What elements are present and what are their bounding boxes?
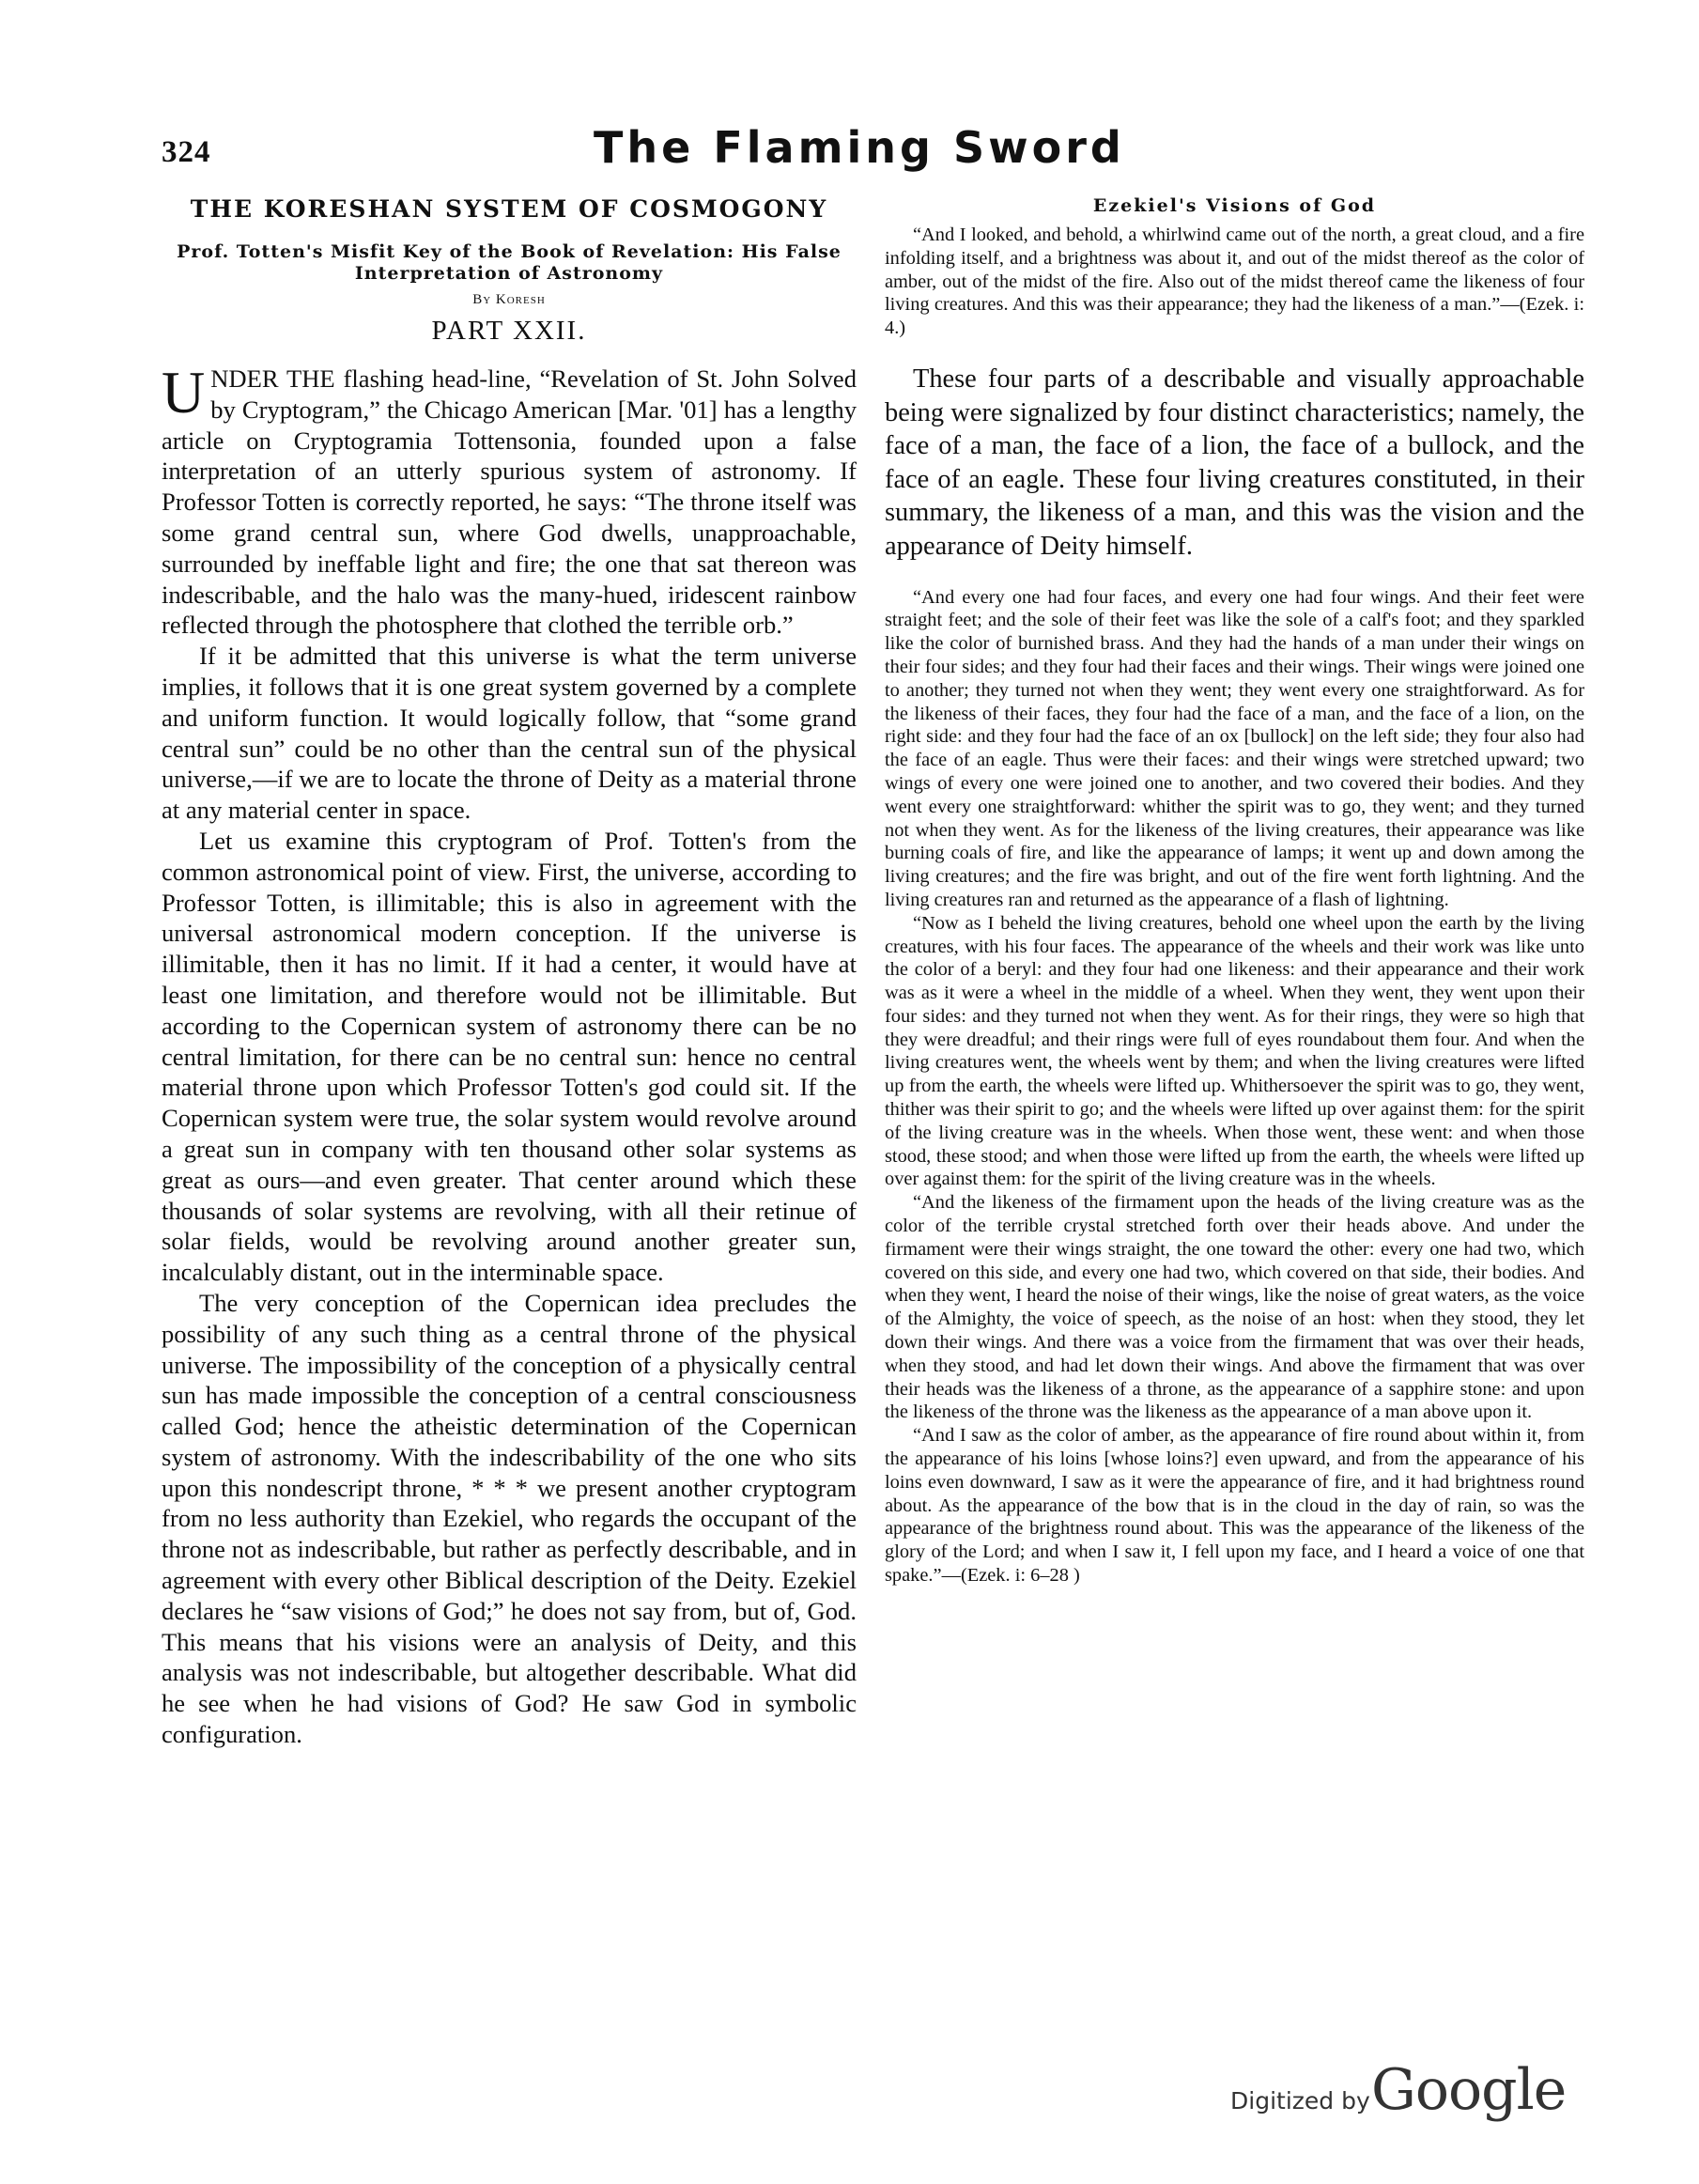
section-heading: Ezekiel's Visions of God	[1092, 195, 1377, 216]
digitized-by-label: Digitized by	[1230, 2087, 1370, 2114]
commentary-paragraph: These four parts of a describable and visually approachable being were signalized by four distinct characteristics; namely, the face of a man, the face of a lion, the face of a bullock, and the face of an eagle. These four living creatures constituted, in their summary, the likeness of a man, and this was the vision and the appearance of Deity himself.	[885, 364, 1584, 561]
article-paragraph-1	[162, 359, 857, 641]
drop-cap: U	[162, 359, 206, 426]
scripture-quote-intro	[885, 224, 1584, 340]
left-column	[162, 195, 857, 1750]
page-number: 324	[162, 135, 211, 169]
quote-paragraph-2: “Now as I beheld the living creatures, behold one wheel upon the earth by the living creatures, with his four faces. The appearance of the wheels and their work was like unto the color of a beryl: and they four had one likeness: and their appearance and their work was as it were a wheel in the middle of a wheel. When they went, they went upon their four sides: and they turned not when they went. As for their rings, they were so high that they were dreadful; and their rings were full of eyes roundabout them four. And when the living creatures went, the wheels went by them; and when the living creatures were lifted up from the earth, the wheels were lifted up. Whithersoever the spirit was to go, they went, thither was their spirit to go; and the wheels were lifted up over against them: for the spirit of the living creature was in the wheels. When those went, these went: and when those stood, these stood; and when those were lifted up from the earth, the wheels were lifted up over against them: for the spirit of the living creature was in the wheels.	[885, 912, 1584, 1190]
quote-paragraph-4: “And I saw as the color of amber, as the appearance of fire round about within it, from the appearance of his loins [whose loins?] even upward, and from the appearance of his loins even downward, I saw as it were the appearance of fire, and it had brightness round about. As the appearance of the bow that is in the cloud in the day of rain, so was the appearance of the brightness round about. This was the appearance of the likeness of the glory of the Lord; and when I saw it, I fell upon my face, and I heard a voice of one that spake.”—(Ezek. i: 6–28 )	[885, 1425, 1584, 1587]
quote-paragraph-1: “And every one had four faces, and every one had four wings. And their feet were straight feet; and the sole of their feet was like the sole of a calf's foot; and they sparkled like the color of burnished brass. And they had the hands of a man under their wings on their four sides; and they four had their faces and their wings. Their wings were joined one to another; they turned not when they went; they went every one straightforward. As for the likeness of their faces, they four had the face of a man, and the face of a lion, on the right side: and they four had the face of an ox [bullock] on the left side; they four also had the face of an eagle. Thus were their faces: and their wings were stretched upward; two wings of every one were joined one to another, and two covered their bodies. And they went every one straightforward: whither the spirit was to go, they went; and they turned not when they went. As for the likeness of the living creatures, their appearance was like burning coals of fire, and like the appearance of lamps; it went up and down among the living creatures; and the fire was bright, and out of the fire went forth lightning. And the living creatures ran and returned as the appearance of a flash of lightning.	[885, 586, 1584, 910]
article-paragraph-4: The very conception of the Copernican idea precludes the possibility of any such thing as a central throne of the physical universe. The impossibility of the conception of a physically central sun has made impossible the conception of a central consciousness called God; hence the atheistic determination of the Copernican system of astronomy. With the indescribability of the one who sits upon this nondescript throne, * * * we present another cryptogram from no less authority than Ezekiel, who regards the occupant of the throne not as indescribable, but rather as perfectly describable, and in agreement with every other Biblical description of the Deity. Ezekiel declares he “saw visions of God;” he does not say from, but of, God. This means that his visions were an analysis of Deity, and this analysis was not indescribable, but altogether describable. What did he see when he had visions of God? He saw God in symbolic configuration.	[162, 1288, 857, 1749]
right-column	[885, 195, 1584, 1588]
article-paragraph-2: If it be admitted that this universe is what the term universe implies, it follows that it is one great system governed by a complete and uniform function. It would logically follow, that “some grand central sun” could be no other than the central sun of the physical universe,—if we are to locate the throne of Deity as a material throne at any material center in space.	[162, 642, 857, 825]
article-author: By Koresh	[472, 292, 546, 307]
google-logo: Google	[1371, 2057, 1567, 2123]
commentary-body	[885, 363, 1584, 564]
scripture-quote-block	[885, 586, 1584, 1588]
paragraph-text: NDER THE flashing head-line, “Revelation of St. John Solved by Cryptogram,” the Chicago American [Mar. '01] has a lengthy article on Cryptogramia Tottensonia, founded upon a false interpretation of an utterly spurious system of astronomy. If Professor Totten is correctly reported, he says: “The throne itself was some grand central sun, where God dwells, unapproachable, surrounded by ineffable light and fire; the one that sat thereon was indescribable, and the halo was the many-hued, iridescent rainbow reflected through the photosphere that clothed the terrible orb.”	[162, 364, 857, 640]
page-header	[162, 122, 1580, 197]
article-heading: THE KORESHAN SYSTEM OF COSMOGONY	[190, 195, 828, 223]
article-body	[162, 359, 857, 1750]
part-heading: PART XXII.	[431, 316, 587, 346]
journal-title: The Flaming Sword	[594, 122, 1125, 173]
article-paragraph-3: Let us examine this cryptogram of Prof. Totten's from the common astronomical point of view. First, the universe, according to Professor Totten, is illimitable; this is also in agreement with the universal astronomical modern conception. If the universe is illimitable, then it has no limit. If it had a center, it would have at least one limitation, and therefore would not be illimitable. But according to the Copernican system of astronomy there can be no central limitation, for there can be no central sun: hence no central material throne upon which Professor Totten's god could sit. If the Copernican system were true, the solar system would revolve around a great sun in company with ten thousand other solar systems as great as ours—and even greater. That center around which these thousands of solar systems are revolving, with all their retinue of solar fields, would be revolving around another greater sun, incalculably distant, out in the interminable space.	[162, 826, 857, 1287]
article-subtitle: Prof. Totten's Misfit Key of the Book of Revelation: His False Interpretation of Astronomy	[177, 241, 842, 284]
quote-paragraph-3: “And the likeness of the firmament upon the heads of the living creature was as the color of the terrible crystal stretched forth over their heads above. And under the firmament were their wings straight, the one toward the other: every one had two, which covered on this side, and every one had two, which covered on that side, their bodies. And when they went, I heard the noise of their wings, like the noise of great waters, as the voice of the Almighty, the voice of speech, as the noise of an host: when they stood, they let down their wings. And there was a voice from the firmament that was over their heads, when they stood, and had let down their wings. And above the firmament that was over their heads was the likeness of a throne, as the appearance of a sapphire stone: and upon the likeness of the throne was the likeness as the appearance of a man above upon it.	[885, 1192, 1584, 1423]
quote-paragraph: “And I looked, and behold, a whirlwind came out of the north, a great cloud, and a fire infolding itself, and a brightness was about it, and out of the midst thereof as the color of amber, out of the midst of the fire. Also out of the midst thereof came the likeness of four living creatures. And this was their appearance; they had the likeness of a man.”—(Ezek. i: 4.)	[885, 225, 1584, 339]
